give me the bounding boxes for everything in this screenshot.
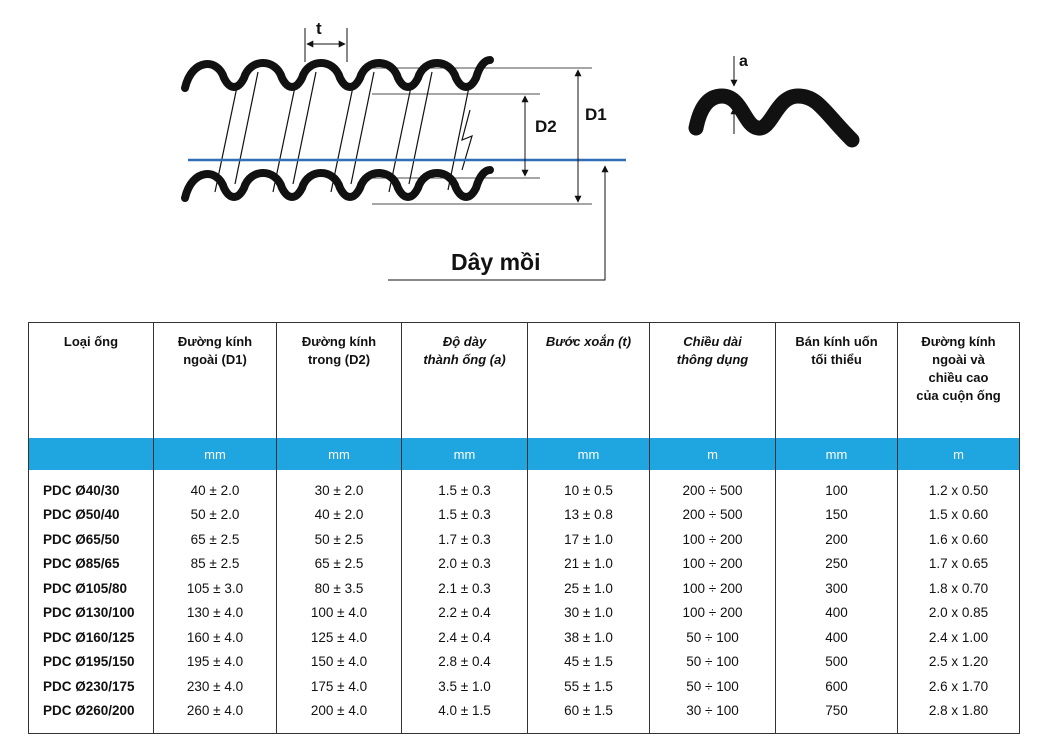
header-cell: Đường kính ngoài (D1)	[154, 323, 277, 439]
table-cell: 45 ± 1.5	[528, 650, 650, 675]
table-row	[29, 699, 1020, 734]
pipe-type-cell: PDC Ø50/40	[29, 503, 154, 528]
table-cell: 2.4 x 1.00	[898, 625, 1020, 650]
table-cell: 500	[776, 650, 898, 675]
table-row	[29, 576, 1020, 601]
pipe-type-cell: PDC Ø40/30	[29, 470, 154, 503]
header-cell: Đường kính trong (D2)	[277, 323, 402, 439]
unit-cell: m	[898, 438, 1020, 470]
table-cell: 30 ± 2.0	[277, 470, 402, 503]
pipe-type-cell: PDC Ø105/80	[29, 576, 154, 601]
unit-cell: mm	[277, 438, 402, 470]
table-cell: 50 ÷ 100	[650, 674, 776, 699]
dimension-t	[305, 28, 347, 62]
table-cell: 260 ± 4.0	[154, 699, 277, 734]
table-cell: 50 ÷ 100	[650, 650, 776, 675]
table-cell: 1.7 ± 0.3	[402, 527, 528, 552]
table-cell: 600	[776, 674, 898, 699]
table-cell: 100 ÷ 200	[650, 601, 776, 626]
label-a: a	[739, 53, 748, 70]
table-cell: 38 ± 1.0	[528, 625, 650, 650]
table-cell: 130 ± 4.0	[154, 601, 277, 626]
table-cell: 1.7 x 0.65	[898, 552, 1020, 577]
table-row	[29, 601, 1020, 626]
table-cell: 2.8 x 1.80	[898, 699, 1020, 734]
table-cell: 2.0 x 0.85	[898, 601, 1020, 626]
pipe-bottom-wall	[185, 170, 490, 198]
label-d1: D1	[585, 105, 607, 124]
table-cell: 30 ÷ 100	[650, 699, 776, 734]
table-cell: 3.5 ± 1.0	[402, 674, 528, 699]
header-cell: Đường kính ngoài và chiều cao của cuộn ống	[898, 323, 1020, 439]
pipe-type-cell: PDC Ø130/100	[29, 601, 154, 626]
table-cell: 25 ± 1.0	[528, 576, 650, 601]
table-row	[29, 470, 1020, 503]
table-cell: 2.6 x 1.70	[898, 674, 1020, 699]
table-cell: 60 ± 1.5	[528, 699, 650, 734]
pipe-top-wall	[185, 60, 490, 88]
pipe-diagram	[0, 0, 1042, 300]
table-cell: 100 ÷ 200	[650, 527, 776, 552]
table-cell: 2.1 ± 0.3	[402, 576, 528, 601]
table-row	[29, 625, 1020, 650]
table-row	[29, 503, 1020, 528]
table-row	[29, 527, 1020, 552]
table-cell: 1.5 x 0.60	[898, 503, 1020, 528]
table-cell: 250	[776, 552, 898, 577]
table-cell: 400	[776, 625, 898, 650]
table-cell: 65 ± 2.5	[277, 552, 402, 577]
caption-day-moi: Dây mồi	[451, 249, 541, 275]
table-cell: 30 ± 1.0	[528, 601, 650, 626]
pipe-type-cell: PDC Ø195/150	[29, 650, 154, 675]
table-cell: 40 ± 2.0	[154, 470, 277, 503]
table-cell: 80 ± 3.5	[277, 576, 402, 601]
table-cell: 4.0 ± 1.5	[402, 699, 528, 734]
table-cell: 160 ± 4.0	[154, 625, 277, 650]
table-cell: 50 ± 2.0	[154, 503, 277, 528]
table-cell: 2.5 x 1.20	[898, 650, 1020, 675]
unit-cell: m	[650, 438, 776, 470]
table-cell: 100 ÷ 200	[650, 576, 776, 601]
table-cell: 125 ± 4.0	[277, 625, 402, 650]
table-cell: 2.4 ± 0.4	[402, 625, 528, 650]
table-cell: 1.2 x 0.50	[898, 470, 1020, 503]
table-cell: 2.8 ± 0.4	[402, 650, 528, 675]
table-cell: 100	[776, 470, 898, 503]
table-cell: 65 ± 2.5	[154, 527, 277, 552]
table-cell: 17 ± 1.0	[528, 527, 650, 552]
table-row	[29, 674, 1020, 699]
pipe-type-cell: PDC Ø260/200	[29, 699, 154, 734]
table-cell: 100 ± 4.0	[277, 601, 402, 626]
table-cell: 85 ± 2.5	[154, 552, 277, 577]
table-cell: 150 ± 4.0	[277, 650, 402, 675]
table-cell: 21 ± 1.0	[528, 552, 650, 577]
pipe-type-cell: PDC Ø85/65	[29, 552, 154, 577]
label-t: t	[316, 19, 322, 38]
table-cell: 400	[776, 601, 898, 626]
table-cell: 200	[776, 527, 898, 552]
header-cell: Loại ống	[29, 323, 154, 439]
header-cell: Chiều dài thông dụng	[650, 323, 776, 439]
table-cell: 55 ± 1.5	[528, 674, 650, 699]
pipe-type-cell: PDC Ø65/50	[29, 527, 154, 552]
table-cell: 2.0 ± 0.3	[402, 552, 528, 577]
unit-cell	[29, 438, 154, 470]
table-cell: 1.5 ± 0.3	[402, 503, 528, 528]
table-cell: 750	[776, 699, 898, 734]
table-cell: 100 ÷ 200	[650, 552, 776, 577]
table-cell: 10 ± 0.5	[528, 470, 650, 503]
table-cell: 200 ÷ 500	[650, 503, 776, 528]
table-cell: 50 ÷ 100	[650, 625, 776, 650]
table-row	[29, 650, 1020, 675]
pipe-type-cell: PDC Ø160/125	[29, 625, 154, 650]
table-cell: 200 ÷ 500	[650, 470, 776, 503]
table-cell: 195 ± 4.0	[154, 650, 277, 675]
unit-cell: mm	[402, 438, 528, 470]
unit-row	[29, 438, 1020, 470]
table-cell: 1.8 x 0.70	[898, 576, 1020, 601]
table-row	[29, 552, 1020, 577]
unit-cell: mm	[154, 438, 277, 470]
header-cell: Bước xoắn (t)	[528, 323, 650, 439]
pipe-type-cell: PDC Ø230/175	[29, 674, 154, 699]
spec-table	[28, 322, 1020, 734]
table-cell: 230 ± 4.0	[154, 674, 277, 699]
table-cell: 1.6 x 0.60	[898, 527, 1020, 552]
header-cell: Độ dày thành ống (a)	[402, 323, 528, 439]
table-cell: 13 ± 0.8	[528, 503, 650, 528]
label-d2: D2	[535, 117, 557, 136]
unit-cell: mm	[528, 438, 650, 470]
table-cell: 105 ± 3.0	[154, 576, 277, 601]
table-cell: 175 ± 4.0	[277, 674, 402, 699]
wall-profile	[696, 96, 852, 140]
header-row	[29, 323, 1020, 439]
table-cell: 40 ± 2.0	[277, 503, 402, 528]
unit-cell: mm	[776, 438, 898, 470]
table-cell: 2.2 ± 0.4	[402, 601, 528, 626]
header-cell: Bán kính uốn tối thiểu	[776, 323, 898, 439]
table-cell: 200 ± 4.0	[277, 699, 402, 734]
table-cell: 300	[776, 576, 898, 601]
table-cell: 50 ± 2.5	[277, 527, 402, 552]
table-cell: 150	[776, 503, 898, 528]
spec-table-body	[29, 470, 1020, 734]
table-cell: 1.5 ± 0.3	[402, 470, 528, 503]
